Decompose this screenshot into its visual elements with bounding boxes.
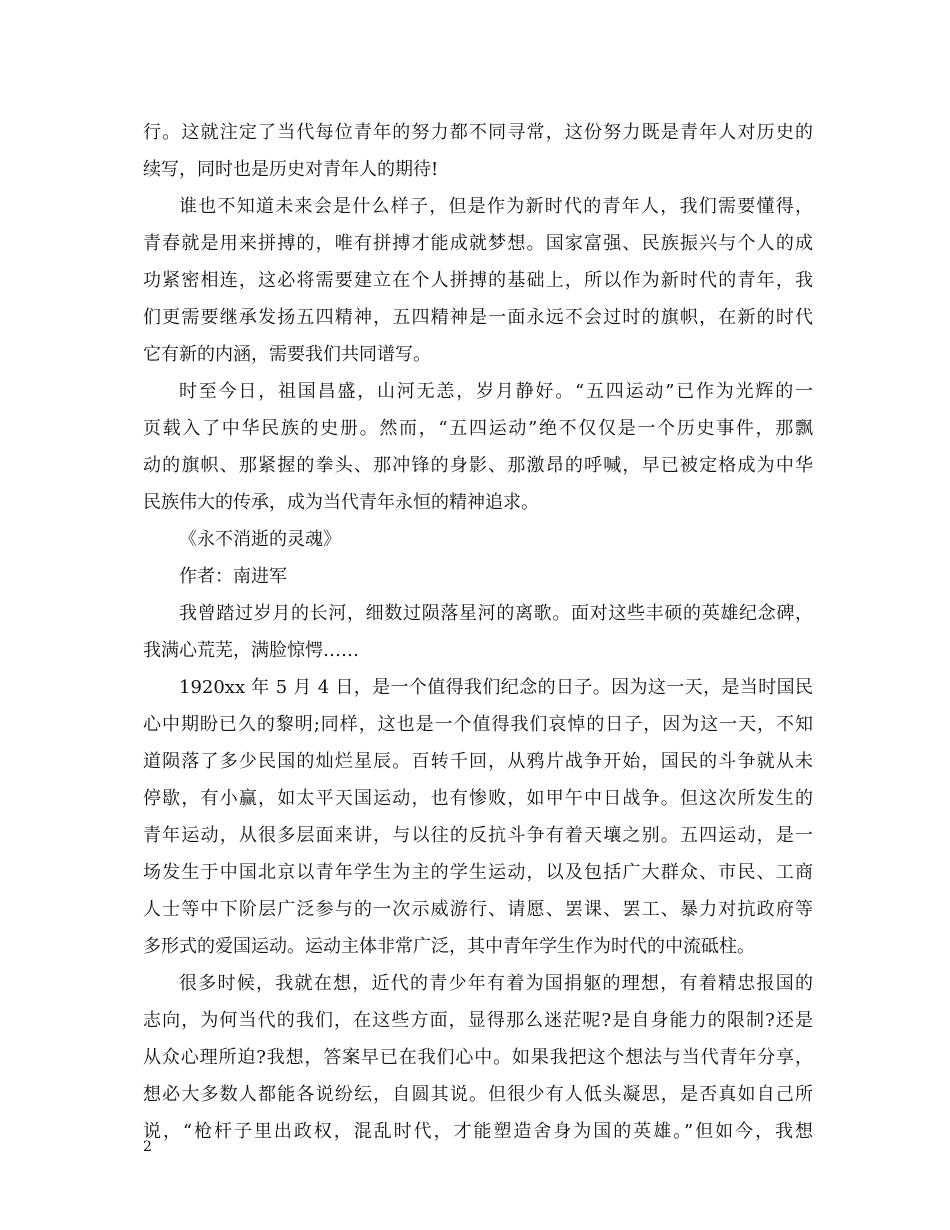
text-line: 时至今日，祖国昌盛，山河无恙，岁月静好。“五四运动”已作为光辉的一 [179, 381, 813, 402]
text-line: 它有新的内涵，需要我们共同谱写。 [143, 344, 431, 365]
text-line: 多形式的爱国运动。运动主体非常广泛，其中青年学生作为时代的中流砥柱。 [143, 936, 755, 957]
text-line: 想必大多数人都能各说纷纭，自圆其说。但很少有人低头凝思，是否真如自己所 [143, 1084, 813, 1105]
text-line: 《永不消逝的灵魂》 [179, 529, 341, 550]
text-line: 行。这就注定了当代每位青年的努力都不同寻常，这份努力既是青年人对历史的 [143, 122, 813, 143]
text-line: 民族伟大的传承，成为当代青年永恒的精神追求。 [143, 492, 539, 513]
text-line: 1920xx 年 5 月 4 日，是一个值得我们纪念的日子。因为这一天，是当时国民 [179, 677, 813, 698]
text-line: 动的旗帜、那紧握的拳头、那冲锋的身影、那激昂的呼喊，早已被定格成为中华 [143, 455, 813, 476]
text-line: 很多时候，我就在想，近代的青少年有着为国捐躯的理想，有着精忠报国的 [179, 973, 813, 994]
text-line: 页载入了中华民族的史册。然而，“五四运动”绝不仅仅是一个历史事件，那飘 [143, 418, 813, 439]
text-line: 说，“枪杆子里出政权，混乱时代，才能塑造舍身为国的英雄。”但如今，我想 [143, 1121, 813, 1142]
text-line: 青春就是用来拼搏的，唯有拼搏才能成就梦想。国家富强、民族振兴与个人的成 [143, 233, 813, 254]
text-line: 我曾踏过岁月的长河，细数过陨落星河的离歌。面对这些丰硕的英雄纪念碑， [179, 603, 813, 624]
text-line: 道陨落了多少民国的灿烂星辰。百转千回，从鸦片战争开始，国民的斗争就从未 [143, 751, 813, 772]
text-line: 作者：南进军 [179, 566, 287, 587]
text-line: 青年运动，从很多层面来讲，与以往的反抗斗争有着天壤之别。五四运动，是一 [143, 825, 813, 846]
text-line: 们更需要继承发扬五四精神，五四精神是一面永远不会过时的旗帜，在新的时代 [143, 307, 813, 328]
text-line: 我满心荒芜，满脸惊愕…… [143, 640, 359, 661]
page-number: 2 [143, 1139, 152, 1155]
text-line: 停歇，有小赢，如太平天国运动，也有惨败，如甲午中日战争。但这次所发生的 [143, 788, 813, 809]
text-line: 心中期盼已久的黎明;同样，这也是一个值得我们哀悼的日子，因为这一天，不知 [143, 714, 813, 735]
text-line: 场发生于中国北京以青年学生为主的学生运动，以及包括广大群众、市民、工商 [143, 862, 813, 883]
body-text [143, 114, 813, 1150]
text-line: 从众心理所迫?我想，答案早已在我们心中。如果我把这个想法与当代青年分享， [143, 1047, 813, 1068]
text-line: 续写，同时也是历史对青年人的期待! [143, 159, 439, 180]
text-line: 志向，为何当代的我们，在这些方面，显得那么迷茫呢?是自身能力的限制?还是 [143, 1010, 813, 1031]
text-line: 谁也不知道未来会是什么样子，但是作为新时代的青年人，我们需要懂得， [179, 196, 813, 217]
text-line: 功紧密相连，这必将需要建立在个人拼搏的基础上，所以作为新时代的青年，我 [143, 270, 813, 291]
text-line: 人士等中下阶层广泛参与的一次示威游行、请愿、罢课、罢工、暴力对抗政府等 [143, 899, 813, 920]
